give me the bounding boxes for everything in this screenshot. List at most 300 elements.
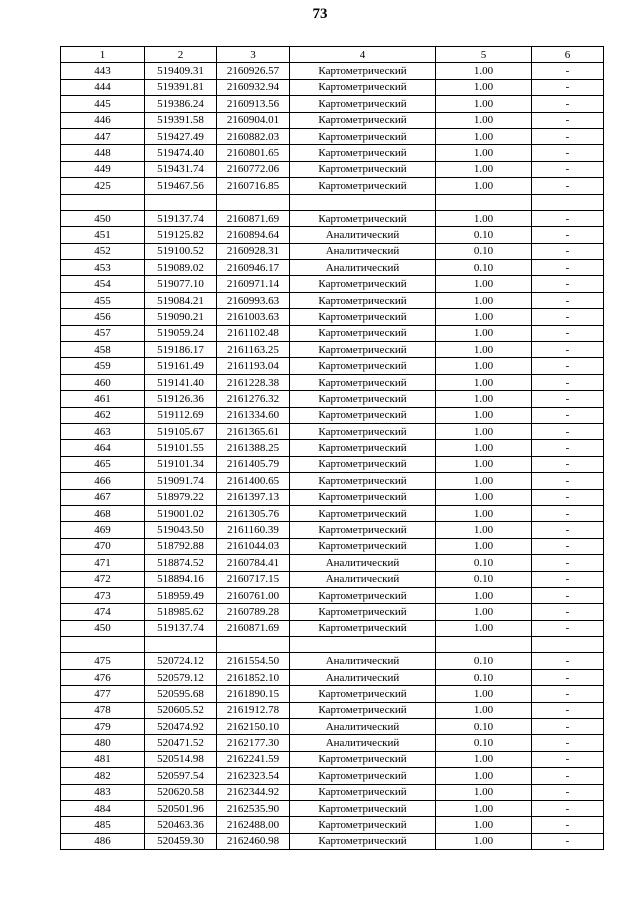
table-cell: -	[532, 391, 604, 407]
table-cell: Картометрический	[290, 309, 436, 325]
table-cell: -	[532, 555, 604, 571]
table-cell: Картометрический	[290, 128, 436, 144]
table-cell: 519059.24	[145, 325, 217, 341]
table-cell	[61, 637, 145, 653]
table-cell: 1.00	[436, 374, 532, 390]
table-cell: 520459.30	[145, 833, 217, 849]
table-cell: Картометрический	[290, 407, 436, 423]
table-cell: 519431.74	[145, 161, 217, 177]
table-row	[61, 391, 604, 407]
table-cell: -	[532, 768, 604, 784]
table-spacer-row	[61, 637, 604, 653]
table-cell: 2160871.69	[217, 210, 290, 226]
table-row	[61, 178, 604, 194]
table-cell: 467	[61, 489, 145, 505]
header-cell: 4	[290, 47, 436, 63]
table-cell: 1.00	[436, 538, 532, 554]
table-cell: -	[532, 489, 604, 505]
table-row	[61, 768, 604, 784]
table-cell: 1.00	[436, 325, 532, 341]
table-cell: 519089.02	[145, 260, 217, 276]
table-cell: -	[532, 358, 604, 374]
table-cell: Картометрический	[290, 604, 436, 620]
table-cell: 2162535.90	[217, 800, 290, 816]
table-cell: 519112.69	[145, 407, 217, 423]
table-cell: -	[532, 243, 604, 259]
table-cell: 519091.74	[145, 473, 217, 489]
table-cell: Картометрический	[290, 161, 436, 177]
table-cell: Картометрический	[290, 325, 436, 341]
table-cell: 453	[61, 260, 145, 276]
table-row	[61, 342, 604, 358]
table-cell	[217, 194, 290, 210]
table-cell: 519125.82	[145, 227, 217, 243]
table-row	[61, 260, 604, 276]
table-row	[61, 79, 604, 95]
table-row	[61, 145, 604, 161]
table-row	[61, 374, 604, 390]
table-row	[61, 243, 604, 259]
table-cell: 1.00	[436, 423, 532, 439]
table-cell: -	[532, 407, 604, 423]
table-cell: 0.10	[436, 653, 532, 669]
table-cell: 485	[61, 817, 145, 833]
table-cell: 462	[61, 407, 145, 423]
table-cell: Аналитический	[290, 571, 436, 587]
table-row	[61, 620, 604, 636]
table-cell: 1.00	[436, 833, 532, 849]
table-row	[61, 309, 604, 325]
table-cell: 2161852.10	[217, 669, 290, 685]
table-cell: 519077.10	[145, 276, 217, 292]
table-cell: 447	[61, 128, 145, 144]
header-cell: 2	[145, 47, 217, 63]
table-cell: 478	[61, 702, 145, 718]
table-cell: -	[532, 538, 604, 554]
table-cell: 2160882.03	[217, 128, 290, 144]
table-row	[61, 800, 604, 816]
table-cell: Аналитический	[290, 719, 436, 735]
table-cell: -	[532, 505, 604, 521]
table-row	[61, 669, 604, 685]
table-cell: 1.00	[436, 276, 532, 292]
table-cell: 520620.58	[145, 784, 217, 800]
table-cell: Картометрический	[290, 358, 436, 374]
header-cell: 3	[217, 47, 290, 63]
table-cell: 2161163.25	[217, 342, 290, 358]
table-cell: 450	[61, 620, 145, 636]
table-header-row	[61, 47, 604, 63]
table-cell: 448	[61, 145, 145, 161]
table-cell: -	[532, 210, 604, 226]
table-cell: 0.10	[436, 669, 532, 685]
table-cell: 459	[61, 358, 145, 374]
table-cell: 2160971.14	[217, 276, 290, 292]
table-row	[61, 604, 604, 620]
table-cell: 2161003.63	[217, 309, 290, 325]
table-cell: 2160784.41	[217, 555, 290, 571]
table-cell: -	[532, 784, 604, 800]
table-cell: 468	[61, 505, 145, 521]
table-cell: 519043.50	[145, 522, 217, 538]
table-cell: Картометрический	[290, 489, 436, 505]
table-cell: -	[532, 227, 604, 243]
table-cell: Картометрический	[290, 423, 436, 439]
table-cell: 1.00	[436, 686, 532, 702]
table-cell: 463	[61, 423, 145, 439]
table-cell: Картометрический	[290, 686, 436, 702]
table-cell: 2161388.25	[217, 440, 290, 456]
table-cell	[532, 194, 604, 210]
table-cell: 2161405.79	[217, 456, 290, 472]
table-cell: 1.00	[436, 751, 532, 767]
table-cell: -	[532, 571, 604, 587]
table-cell: Картометрический	[290, 292, 436, 308]
table-row	[61, 833, 604, 849]
table-cell: Аналитический	[290, 260, 436, 276]
table-row	[61, 473, 604, 489]
table-cell: 519101.34	[145, 456, 217, 472]
table-cell: Картометрический	[290, 702, 436, 718]
table-cell: 2161305.76	[217, 505, 290, 521]
table-row	[61, 456, 604, 472]
table-cell: 461	[61, 391, 145, 407]
table-cell: 2160761.00	[217, 587, 290, 603]
table-row	[61, 276, 604, 292]
table-cell: -	[532, 309, 604, 325]
table-cell: -	[532, 817, 604, 833]
table-cell: 2160904.01	[217, 112, 290, 128]
table-cell: 518985.62	[145, 604, 217, 620]
table-cell: 1.00	[436, 391, 532, 407]
table-cell: Картометрический	[290, 145, 436, 161]
table-cell: 1.00	[436, 604, 532, 620]
table-cell	[532, 637, 604, 653]
table-row	[61, 784, 604, 800]
table-cell: Картометрический	[290, 440, 436, 456]
table-cell: 458	[61, 342, 145, 358]
table-cell: 1.00	[436, 456, 532, 472]
table-row	[61, 423, 604, 439]
table-cell: 2160926.57	[217, 63, 290, 79]
table-cell: 519001.02	[145, 505, 217, 521]
table-cell: 479	[61, 719, 145, 735]
table-cell: 519090.21	[145, 309, 217, 325]
table-cell: Картометрический	[290, 768, 436, 784]
table-row	[61, 555, 604, 571]
table-cell: 2161365.61	[217, 423, 290, 439]
table-cell: -	[532, 719, 604, 735]
table-cell: 519391.81	[145, 79, 217, 95]
table-cell: 519126.36	[145, 391, 217, 407]
table-cell: Картометрический	[290, 587, 436, 603]
table-cell: -	[532, 128, 604, 144]
table-cell: 2160932.94	[217, 79, 290, 95]
table-cell: Аналитический	[290, 243, 436, 259]
table-cell: 2162344.92	[217, 784, 290, 800]
table-cell: 519101.55	[145, 440, 217, 456]
table-cell: -	[532, 735, 604, 751]
table-cell: 474	[61, 604, 145, 620]
table-cell: 2161334.60	[217, 407, 290, 423]
table-row	[61, 719, 604, 735]
table-cell: Картометрический	[290, 210, 436, 226]
table-cell: 476	[61, 669, 145, 685]
table-cell: 1.00	[436, 768, 532, 784]
table-cell: Картометрический	[290, 112, 436, 128]
table-row	[61, 63, 604, 79]
table-row	[61, 96, 604, 112]
table-cell: -	[532, 702, 604, 718]
table-cell: 2160928.31	[217, 243, 290, 259]
table-row	[61, 227, 604, 243]
table-cell: Картометрический	[290, 751, 436, 767]
table-cell: Картометрический	[290, 178, 436, 194]
table-row	[61, 538, 604, 554]
table-cell: 2160717.15	[217, 571, 290, 587]
table-cell: 519186.17	[145, 342, 217, 358]
table-cell: -	[532, 669, 604, 685]
table-cell: 1.00	[436, 800, 532, 816]
table-cell: 472	[61, 571, 145, 587]
table-cell: -	[532, 79, 604, 95]
table-body	[61, 63, 604, 850]
table-row	[61, 161, 604, 177]
table-row	[61, 735, 604, 751]
table-cell: -	[532, 456, 604, 472]
table-cell: 2161102.48	[217, 325, 290, 341]
table-cell: 1.00	[436, 112, 532, 128]
table-cell: 1.00	[436, 128, 532, 144]
table-cell: Картометрический	[290, 505, 436, 521]
table-cell: -	[532, 292, 604, 308]
table-cell: 1.00	[436, 489, 532, 505]
table-cell: 0.10	[436, 571, 532, 587]
table-cell: 466	[61, 473, 145, 489]
table-cell: -	[532, 587, 604, 603]
table-cell: 1.00	[436, 79, 532, 95]
table-row	[61, 653, 604, 669]
table-cell: 470	[61, 538, 145, 554]
header-cell: 6	[532, 47, 604, 63]
table-cell: Аналитический	[290, 669, 436, 685]
table-cell: Картометрический	[290, 276, 436, 292]
table-cell: Аналитический	[290, 227, 436, 243]
table-cell: 457	[61, 325, 145, 341]
table-cell: 2160789.28	[217, 604, 290, 620]
table-cell: 1.00	[436, 96, 532, 112]
table-row	[61, 210, 604, 226]
table-cell: 1.00	[436, 817, 532, 833]
table-cell: 2161228.38	[217, 374, 290, 390]
table-cell: -	[532, 276, 604, 292]
table-cell: 425	[61, 178, 145, 194]
table-cell: 520724.12	[145, 653, 217, 669]
table-cell: 518959.49	[145, 587, 217, 603]
table-cell: 475	[61, 653, 145, 669]
table-cell: 452	[61, 243, 145, 259]
table-row	[61, 817, 604, 833]
table-cell: 2161400.65	[217, 473, 290, 489]
table-cell: 518894.16	[145, 571, 217, 587]
table-cell: -	[532, 800, 604, 816]
table-cell	[145, 194, 217, 210]
table-cell: 450	[61, 210, 145, 226]
table-cell: 1.00	[436, 522, 532, 538]
table-cell: Картометрический	[290, 63, 436, 79]
table-cell: 0.10	[436, 555, 532, 571]
table-row	[61, 751, 604, 767]
table-cell: Картометрический	[290, 538, 436, 554]
table-cell: 518874.52	[145, 555, 217, 571]
table-row	[61, 128, 604, 144]
table-cell: 2162177.30	[217, 735, 290, 751]
table-row	[61, 702, 604, 718]
table-cell: Картометрический	[290, 391, 436, 407]
table-cell: 464	[61, 440, 145, 456]
table-cell: 2160894.64	[217, 227, 290, 243]
table-cell: 449	[61, 161, 145, 177]
table-cell: 520474.92	[145, 719, 217, 735]
table-cell: 519427.49	[145, 128, 217, 144]
table-cell: 1.00	[436, 587, 532, 603]
table-cell: -	[532, 260, 604, 276]
table-cell: -	[532, 374, 604, 390]
table-cell: 1.00	[436, 178, 532, 194]
table-cell: Аналитический	[290, 555, 436, 571]
table-cell: 1.00	[436, 505, 532, 521]
table-cell: Картометрический	[290, 522, 436, 538]
table-cell: 2161193.04	[217, 358, 290, 374]
table-cell: Картометрический	[290, 784, 436, 800]
table-cell: 518792.88	[145, 538, 217, 554]
table-cell: -	[532, 620, 604, 636]
table-cell: 2161276.32	[217, 391, 290, 407]
table-cell: 2160716.85	[217, 178, 290, 194]
table-cell: 2161160.39	[217, 522, 290, 538]
table-cell	[217, 637, 290, 653]
table-cell: Картометрический	[290, 817, 436, 833]
table-spacer-row	[61, 194, 604, 210]
table-cell: 2161397.13	[217, 489, 290, 505]
table-cell: 443	[61, 63, 145, 79]
table-cell: 1.00	[436, 63, 532, 79]
table-row	[61, 522, 604, 538]
table-cell: 456	[61, 309, 145, 325]
table-cell: 471	[61, 555, 145, 571]
table-cell: 1.00	[436, 620, 532, 636]
table-row	[61, 489, 604, 505]
table-cell: -	[532, 473, 604, 489]
table-row	[61, 686, 604, 702]
coordinates-table	[60, 46, 604, 850]
table-cell	[436, 194, 532, 210]
table-cell: 2161554.50	[217, 653, 290, 669]
table-cell: 520597.54	[145, 768, 217, 784]
table-cell: -	[532, 751, 604, 767]
table-cell: Картометрический	[290, 374, 436, 390]
table-cell: 1.00	[436, 161, 532, 177]
table-cell: 1.00	[436, 784, 532, 800]
table-cell: 519137.74	[145, 210, 217, 226]
table-cell: 446	[61, 112, 145, 128]
table-cell: 519161.49	[145, 358, 217, 374]
table-cell: 444	[61, 79, 145, 95]
table-cell: 519105.67	[145, 423, 217, 439]
table-cell: -	[532, 440, 604, 456]
table-cell: 519409.31	[145, 63, 217, 79]
table-cell: Картометрический	[290, 79, 436, 95]
table-cell: 483	[61, 784, 145, 800]
header-cell: 1	[61, 47, 145, 63]
table-cell: 2162323.54	[217, 768, 290, 784]
table-cell: 519084.21	[145, 292, 217, 308]
table-row	[61, 292, 604, 308]
header-cell: 5	[436, 47, 532, 63]
table-cell: 2160913.56	[217, 96, 290, 112]
table-cell: 519100.52	[145, 243, 217, 259]
table-cell: -	[532, 833, 604, 849]
table-cell	[436, 637, 532, 653]
table-cell: 2161890.15	[217, 686, 290, 702]
table-cell: -	[532, 178, 604, 194]
table-cell	[290, 194, 436, 210]
table-row	[61, 587, 604, 603]
table-cell: 469	[61, 522, 145, 538]
table-cell: 465	[61, 456, 145, 472]
table-row	[61, 325, 604, 341]
table-cell: 2162460.98	[217, 833, 290, 849]
table-cell: 2160772.06	[217, 161, 290, 177]
table-cell	[61, 194, 145, 210]
table-cell: -	[532, 145, 604, 161]
table-cell: 520471.52	[145, 735, 217, 751]
table-cell: -	[532, 161, 604, 177]
table-cell: 454	[61, 276, 145, 292]
table-row	[61, 407, 604, 423]
table-cell: -	[532, 112, 604, 128]
table-cell: Картометрический	[290, 620, 436, 636]
table-cell: 477	[61, 686, 145, 702]
table-cell: 1.00	[436, 407, 532, 423]
table-cell: 1.00	[436, 440, 532, 456]
table-cell: 445	[61, 96, 145, 112]
table-cell: 1.00	[436, 342, 532, 358]
table-cell: 519386.24	[145, 96, 217, 112]
table-row	[61, 112, 604, 128]
table-cell: 519474.40	[145, 145, 217, 161]
table-cell: 2161044.03	[217, 538, 290, 554]
table-row	[61, 505, 604, 521]
table-cell	[145, 637, 217, 653]
table-cell: 473	[61, 587, 145, 603]
table-cell: Аналитический	[290, 653, 436, 669]
table-cell: -	[532, 325, 604, 341]
table-cell: 1.00	[436, 473, 532, 489]
table-cell: 2160801.65	[217, 145, 290, 161]
table-cell: Картометрический	[290, 456, 436, 472]
table-cell: Картометрический	[290, 833, 436, 849]
table-cell: 1.00	[436, 358, 532, 374]
table-cell: 2162488.00	[217, 817, 290, 833]
table-cell: 2162150.10	[217, 719, 290, 735]
table-cell: 0.10	[436, 243, 532, 259]
table-cell: 520595.68	[145, 686, 217, 702]
table-cell: 1.00	[436, 145, 532, 161]
table-cell: 486	[61, 833, 145, 849]
table-cell: 481	[61, 751, 145, 767]
table-cell: -	[532, 342, 604, 358]
